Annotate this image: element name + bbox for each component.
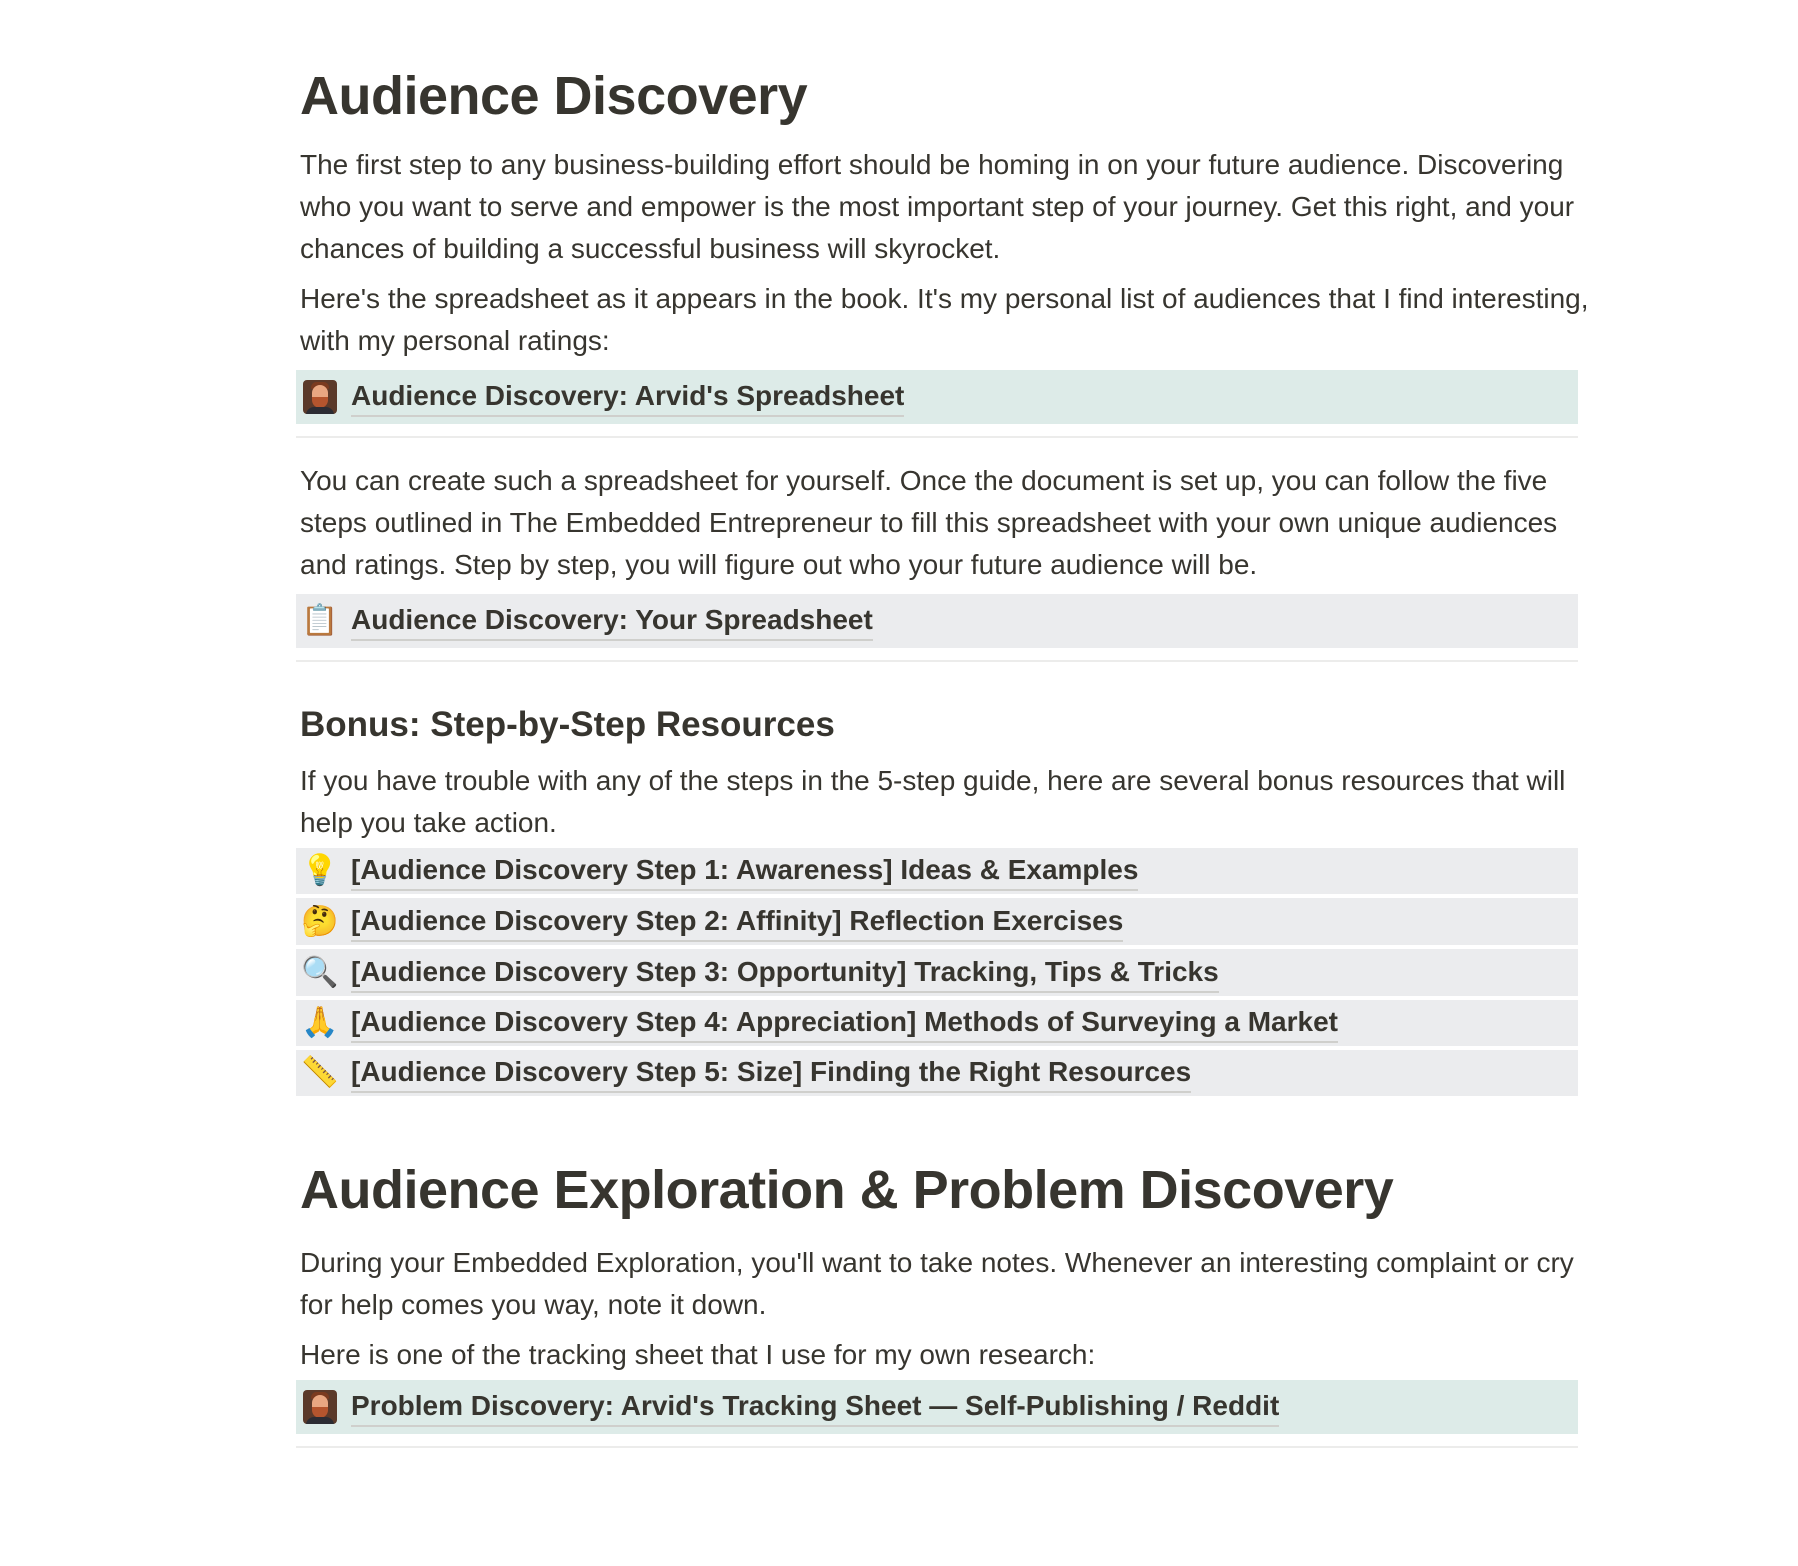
create-spreadsheet-paragraph: You can create such a spreadsheet for yourself. Once the document is set up, you can follow the five steps outlined in The Embedded Entrepreneur to fill this spreadsheet with your own unique audiences and ratings. Step by step, you will figure out who your future audience will be. <box>300 465 1558 580</box>
arvid-spreadsheet-link[interactable]: Audience Discovery: Arvid's Spreadsheet <box>351 377 904 417</box>
avatar-icon <box>302 1389 338 1425</box>
intro-paragraph: The first step to any business-building effort should be homing in on your future audience. Discovering who you want to serve and empower is the most important step of your journey. Get this right, and your chances of building a successful business will skyrocket. <box>300 149 1575 264</box>
bonus-resource-link-block[interactable] <box>296 1000 1578 1046</box>
arvid-tracking-sheet-link-block[interactable] <box>296 1380 1578 1434</box>
avatar-icon <box>302 379 338 415</box>
your-spreadsheet-link[interactable]: Audience Discovery: Your Spreadsheet <box>351 601 873 641</box>
bonus-resource-link[interactable]: [Audience Discovery Step 2: Affinity] Reflection Exercises <box>351 902 1123 942</box>
clipboard-icon: 📋 <box>301 604 339 637</box>
spreadsheet-paragraph: Here's the spreadsheet as it appears in the book. It's my personal list of audiences that I find interesting, with my personal ratings: <box>300 283 1589 356</box>
bonus-resource-link-block[interactable] <box>296 1050 1578 1096</box>
bonus-resource-link[interactable]: [Audience Discovery Step 5: Size] Finding the Right Resources <box>351 1053 1191 1093</box>
bonus-resource-link[interactable]: [Audience Discovery Step 1: Awareness] Ideas & Examples <box>351 851 1138 891</box>
divider <box>296 1446 1578 1448</box>
magnifier-icon: 🔍 <box>301 955 339 989</box>
bonus-resource-link[interactable]: [Audience Discovery Step 4: Appreciation] Methods of Surveying a Market <box>351 1003 1338 1043</box>
tracking-sheet-paragraph: Here is one of the tracking sheet that I use for my own research: <box>300 1339 1096 1370</box>
page-content <box>296 60 1589 1448</box>
section-title-audience-discovery: Audience Discovery <box>300 66 808 126</box>
ruler-icon: 📏 <box>301 1056 339 1089</box>
lightbulb-icon: 💡 <box>301 854 339 887</box>
bonus-paragraph: If you have trouble with any of the steps in the 5-step guide, here are several bonus resources that will help you take action. <box>300 765 1566 838</box>
bonus-resource-link-block[interactable] <box>296 898 1578 945</box>
avatar <box>303 1390 337 1424</box>
section-title-problem-discovery: Audience Exploration & Problem Discovery <box>300 1160 1394 1220</box>
bonus-resources-list <box>296 848 1578 1096</box>
bonus-resource-link-block[interactable] <box>296 848 1578 894</box>
thinking-face-icon: 🤔 <box>301 904 339 938</box>
bonus-heading: Bonus: Step-by-Step Resources <box>300 705 835 744</box>
avatar <box>303 380 337 414</box>
exploration-paragraph: During your Embedded Exploration, you'll want to take notes. Whenever an interesting complaint or cry for help comes you way, note it down. <box>300 1247 1574 1320</box>
arvid-spreadsheet-link-block[interactable] <box>296 370 1578 424</box>
your-spreadsheet-link-block[interactable] <box>296 594 1578 648</box>
arvid-tracking-sheet-link[interactable]: Problem Discovery: Arvid's Tracking Sheet — Self-Publishing / Reddit <box>351 1387 1279 1427</box>
bonus-resource-link[interactable]: [Audience Discovery Step 3: Opportunity] Tracking, Tips & Tricks <box>351 953 1219 993</box>
bonus-resource-link-block[interactable] <box>296 949 1578 996</box>
folded-hands-icon: 🙏 <box>301 1006 339 1039</box>
